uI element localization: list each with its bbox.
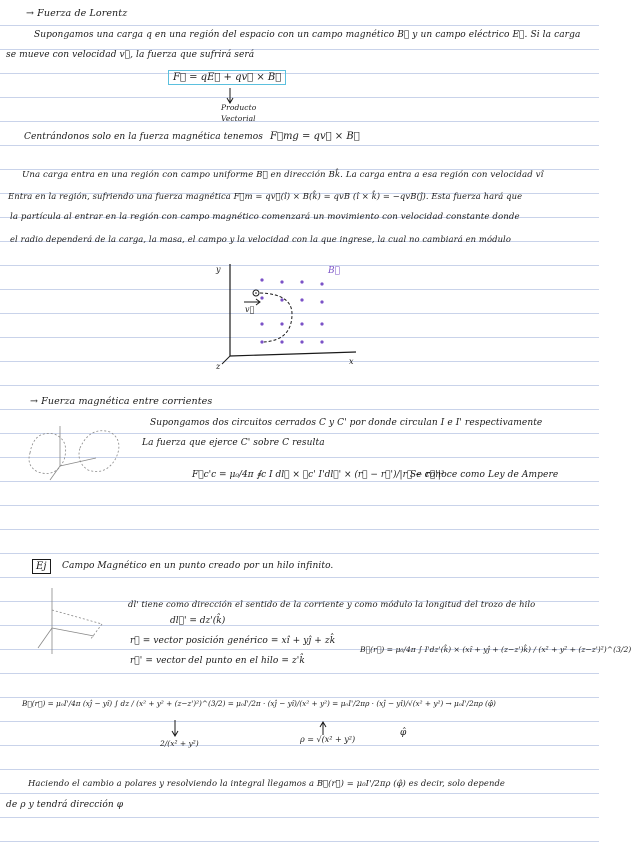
example-text-line1: dl' tiene como dirección el sentido de la corriente y como módulo la longitud del trozo de hilo	[128, 599, 536, 609]
ampere-law-label: Se conoce como Ley de Ampere	[410, 470, 559, 480]
example-rprime-vector: r⃗' = vector del punto en el hilo = z'k̂	[130, 656, 305, 666]
uniform-text-line2: Entra en la región, sufriendo una fuerza magnética F⃗m = qv⃗(î) × B(k̂) = qvB (î × k̂) = −qvB(ĵ). Esta fuerza hará que	[8, 191, 523, 201]
b-field-general-integral: B⃗(r⃗) = μ₀/4π ∫ I'dz'(k̂) × (xî + yĵ + (z−z')k̂) / (x² + y² + (z−z')²)^(3/2)	[360, 645, 631, 654]
conclusion-line1: Haciendo el cambio a polares y resolviendo la integral llegamos a B⃗(r⃗) = μ₀I'/2πρ (φ̂) es decir, solo depende	[28, 778, 505, 788]
two-circuits-sketch	[20, 418, 130, 488]
example-dl-definition: dl⃗' = dz'(k̂)	[170, 616, 226, 626]
example-tag: Ej	[32, 559, 51, 574]
magnetic-force-equation: F⃗mg = qv⃗ × B⃗	[270, 131, 360, 142]
arrow-down-icon	[170, 720, 180, 738]
uniform-text-line4: el radio dependerá de la carga, la masa, el campo y la velocidad con la que ingrese, la cual no cambiará en módulo	[10, 234, 511, 244]
lorentz-text-line2: se mueve con velocidad v⃗, la fuerza que sufrirá será	[6, 50, 255, 60]
uniform-text-line1: Una carga entra en una región con campo uniforme B⃗ en dirección Bk̂. La carga entra a esa región con velocidad vî	[22, 170, 544, 180]
velocity-label-v: v⃗	[245, 305, 255, 314]
currents-text-line2: La fuerza que ejerce C' sobre C resulta	[142, 438, 325, 448]
integral-result-label: 2/(x² + y²)	[160, 739, 199, 748]
rho-definition: ρ = √(x² + y²)	[300, 735, 356, 744]
b-field-evaluated: B⃗(r⃗) = μ₀I'/4π (xĵ − yî) ∫ dz / (x² + y² + (z−z')²)^(3/2) = μ₀I'/2π · (xĵ − yî)/(x² + y²) = μ₀I'/2πρ · (xĵ − yî)/√(x² + y²) → μ₀I'/2πρ (φ̂)	[22, 699, 496, 708]
example-title: Campo Magnético en un punto creado por un hilo infinito.	[62, 561, 334, 571]
label-vectorial: Vectorial	[221, 114, 256, 123]
conclusion-line2: de ρ y tendrá dirección φ	[6, 800, 124, 810]
example-r-vector: r⃗ = vector posición genérico = xî + yĵ + zk̂	[130, 636, 336, 646]
lorentz-equation: F⃗ = qE⃗ + qv⃗ × B⃗	[168, 70, 286, 85]
section-title-lorentz: → Fuerza de Lorentz	[26, 8, 128, 19]
section-title-currents: → Fuerza magnética entre corrientes	[30, 396, 213, 407]
label-producto: Producto	[221, 103, 257, 112]
currents-text-line1: Supongamos dos circuitos cerrados C y C' por donde circulan I e I' respectivamente	[150, 418, 543, 428]
axis-label-z: z	[216, 362, 221, 371]
axis-label-x: x	[349, 357, 354, 366]
ampere-force-formula: F⃗c'c = μ₀/4π ∮c I dl⃗ × ∮c' I'dl⃗' × (r⃗ − r⃗')/|r⃗ − r⃗'|³	[192, 470, 445, 480]
magnetic-only-text: Centrándonos solo en la fuerza magnética tenemos	[24, 132, 263, 142]
infinite-wire-sketch	[32, 588, 122, 660]
phi-hat-label: φ̂	[400, 728, 407, 738]
axis-label-y: y	[216, 265, 221, 274]
field-region-diagram	[210, 260, 370, 370]
arrow-up-icon	[318, 722, 328, 736]
lorentz-text-line1: Supongamos una carga q en una región del espacio con un campo magnético B⃗ y un campo eléctrico E⃗. Si la carga	[34, 30, 581, 40]
uniform-text-line3: la partícula al entrar en la región con campo magnético comenzará un movimiento con velocidad constante donde	[10, 212, 520, 222]
field-label-b: B⃗	[328, 266, 341, 276]
arrow-down-icon	[225, 88, 235, 104]
